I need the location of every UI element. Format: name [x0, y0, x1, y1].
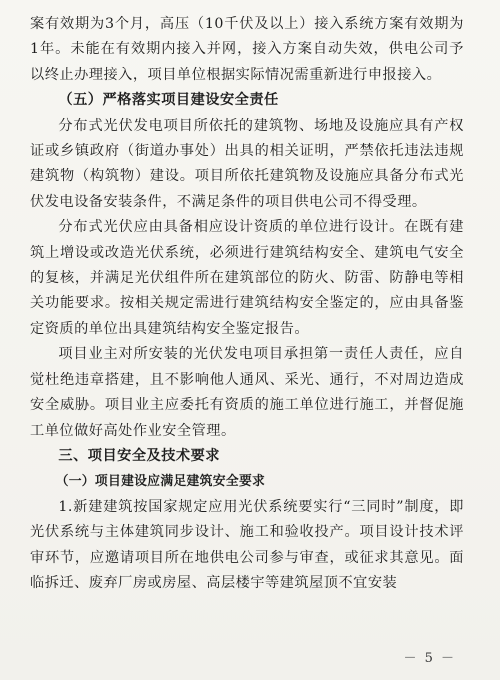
- section-heading-safety-technical: 三、项目安全及技术要求: [58, 447, 220, 464]
- subheading-building-safety: （一）项目建设应满足建筑安全要求: [55, 474, 266, 490]
- paragraph-property-certification: 分布式光伏发电项目所依托的建筑物、场地及设施应具有产权证或乡镇政府（街道办事处）出具的相关证明，严禁依托违法违规建筑物（构筑物）建设。项目所依托建筑物及设施应具备分布式光伏发电设备安装条件，不满足条件的项目供电公司不得受理。: [30, 117, 464, 210]
- paragraph-validity-period: 案有效期为3个月，高压（10千伏及以上）接入系统方案有效期为1年。未能在有效期内接入并网，接入方案自动失效，供电公司予以终止办理接入，项目单位根据实际情况需重新进行申报接入。: [30, 16, 464, 83]
- paragraph-owner-responsibility: 项目业主对所安装的光伏发电项目承担第一责任人责任，应自觉杜绝违章搭建，且不影响他人通风、采光、通行，不对周边造成安全威胁。项目业主应委托有资质的施工单位进行施工，并督促施工单位做好高处作业安全管理。: [30, 346, 464, 439]
- paragraph-design-qualification: 分布式光伏应由具备相应设计资质的单位进行设计。在既有建筑上增设或改造光伏系统，必须进行建筑结构安全、建筑电气安全的复核，并满足光伏组件所在建筑部位的防火、防雷、防静电等相关功能要求。按相关规定需进行建筑结构安全鉴定的，应由具备鉴定资质的单位出具建筑结构安全鉴定报告。: [30, 219, 464, 337]
- document-body: [30, 12, 464, 596]
- paragraph-new-buildings: 1.新建建筑按国家规定应用光伏系统要实行“三同时”制度，即光伏系统与主体建筑同步设计、施工和验收投产。项目设计技术评审环节，应邀请项目所在地供电公司参与审查，或征求其意见。面临拆迁、废弃厂房或房屋、高层楼宇等建筑屋顶不宜安装: [30, 498, 464, 591]
- subheading-project-safety-responsibility: （五）严格落实项目建设安全责任: [58, 92, 279, 109]
- page-number: － 5 －: [403, 651, 456, 666]
